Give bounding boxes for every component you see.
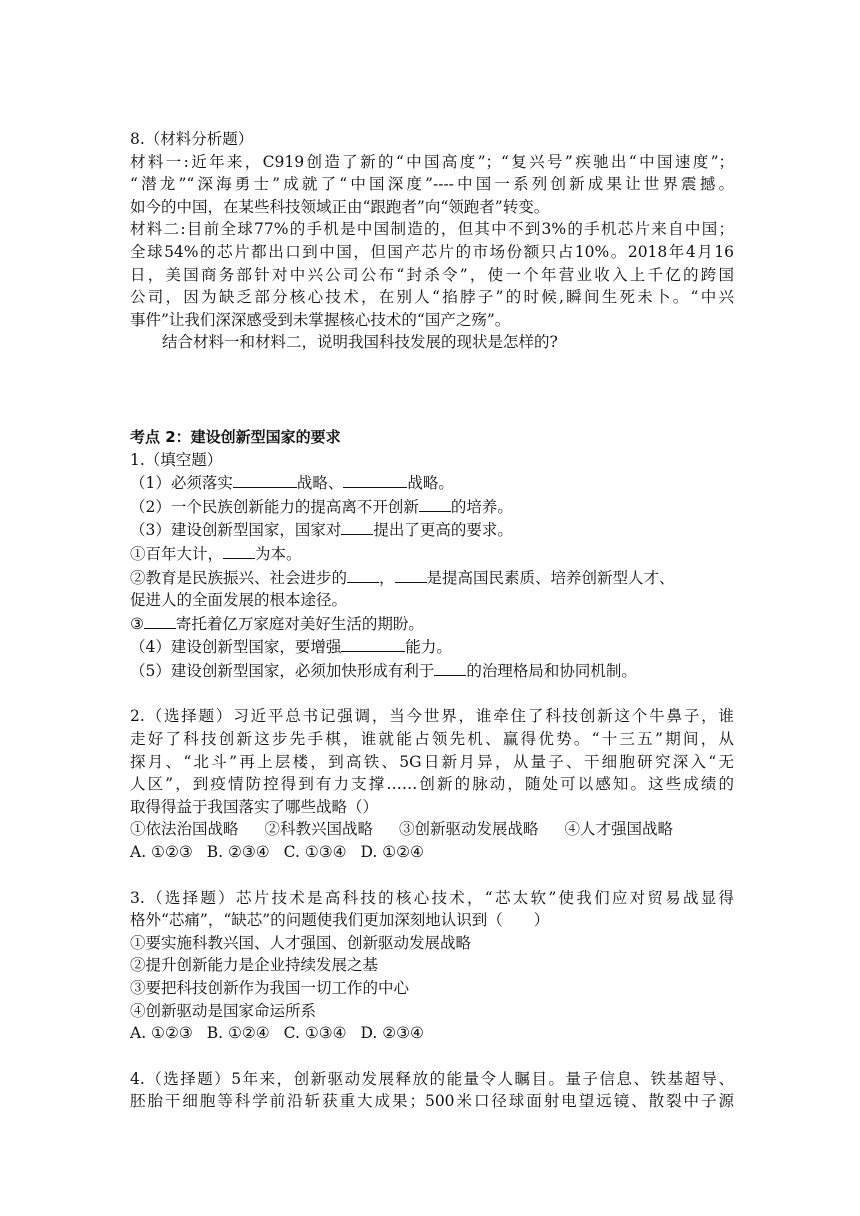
fill-line: [130, 566, 734, 590]
answer-choice[interactable]: A. ①②③: [130, 843, 193, 862]
question-line: 4.（选择题）5年来，创新驱动发展释放的能量令人瞩目。量子信息、铁基超导、: [130, 1069, 734, 1088]
question-line: 探月、“北斗”再上层楼，到高铁、5G日新月异，从量子、干细胞研究深入“无: [130, 752, 734, 771]
material-line: 全球54%的芯片都出口到中国，但国产芯片的市场份额只占10%。2018年4月16: [130, 242, 734, 261]
question-line: 取得得益于我国落实了哪些战略（）: [130, 797, 379, 816]
fill-text: ②教育是民族振兴、社会进步的: [130, 568, 348, 587]
question-line: 2.（选择题）习近平总书记强调，当今世界，谁牵住了科技创新这个牛鼻子，谁: [130, 707, 734, 726]
option-item: ②提升创新能力是企业持续发展之基: [130, 956, 379, 975]
answers-line: [130, 1022, 734, 1045]
fill-text: （5）建设创新型国家，必须加快形成有利于: [130, 661, 435, 680]
fill-text: 能力。: [405, 638, 452, 657]
fill-text: 的培养。: [450, 497, 513, 516]
answer-blank[interactable]: [347, 566, 379, 583]
option-item: ④创新驱动是国家命运所系: [130, 1001, 317, 1020]
fill-text: （3）建设创新型国家，国家对: [130, 521, 342, 540]
fill-line: 促进人的全面发展的根本途径。: [130, 591, 348, 610]
answers-line: [130, 841, 734, 864]
fill-text: 寄托着亿万家庭对美好生活的期盼。: [175, 614, 424, 633]
document-page: [130, 128, 734, 1113]
fill-line: [130, 635, 734, 659]
question-2: [130, 705, 734, 863]
option-item: ②科教兴国战略: [264, 820, 374, 839]
question-line: 走好了科技创新这步先手棋，谁就能占领先机、赢得优势。“十三五”期间，从: [130, 730, 734, 749]
fill-text: ③: [130, 614, 144, 633]
fill-text: （4）建设创新型国家，要增强: [130, 638, 342, 657]
fill-line: [130, 612, 734, 636]
answer-blank[interactable]: [223, 542, 255, 559]
question-line: 格外“芯痛”，“缺芯”的问题使我们更加深刻地认识到（ ）: [130, 911, 550, 930]
material-line: 公司，因为缺乏部分核心技术，在别人“掐脖子”的时候,瞬间生死未卜。“中兴: [130, 288, 734, 307]
question-prompt: 结合材料一和材料二，说明我国科技发展的现状是怎样的?: [162, 333, 558, 352]
answer-choice[interactable]: B. ①②④: [206, 1024, 270, 1043]
answer-blank[interactable]: [341, 518, 373, 535]
fill-in-question: [130, 449, 734, 683]
fill-line: [130, 542, 734, 566]
fill-text: 是提高国民素质、培养创新型人才、: [426, 568, 675, 587]
question-title: 8.（材料分析题）: [130, 130, 254, 148]
question-8: [130, 128, 734, 354]
fill-line: [130, 471, 734, 495]
material-line: 材料二:目前全球77%的手机是中国制造的，但其中不到3%的手机芯片来自中国；: [130, 220, 734, 239]
answer-choice[interactable]: D. ①②④: [360, 843, 424, 862]
question-title: 1.（填空题）: [130, 450, 223, 469]
fill-line: [130, 518, 734, 542]
fill-text: 的治理格局和协同机制。: [466, 661, 637, 680]
material-line: 材料一:近年来，C919创造了新的“中国高度”；“复兴号”疾驰出“中国速度”；: [130, 152, 734, 171]
options-line: [130, 818, 734, 841]
fill-text: （1）必须落实: [130, 474, 233, 493]
fill-text: 为本。: [255, 544, 302, 563]
material-line: 如今的中国，在某些科技领域正由“跟跑者”向“领跑者”转变。: [130, 197, 550, 216]
question-3: [130, 887, 734, 1045]
answer-blank[interactable]: [395, 566, 427, 583]
question-line: 人区”，到疫情防控得到有力支撑……创新的脉动，随处可以感知。这些成绩的: [130, 775, 734, 794]
fill-text: 战略、: [296, 474, 344, 493]
fill-line: [130, 495, 734, 519]
fill-line: [130, 659, 734, 683]
answer-blank[interactable]: [144, 612, 176, 629]
answer-choice[interactable]: C. ①③④: [283, 1024, 347, 1043]
option-item: ①要实施科教兴国、人才强国、创新驱动发展战略: [130, 933, 472, 952]
fill-text: （2）一个民族创新能力的提高离不开创新: [130, 497, 419, 516]
answer-blank[interactable]: [233, 471, 297, 488]
material-line: 日，美国商务部针对中兴公司公布“封杀令”，使一个年营业收入上千亿的跨国: [130, 265, 734, 284]
answer-blank[interactable]: [341, 635, 405, 652]
material-line: 事件”让我们深深感受到未掌握核心技术的“国产之殇”。: [130, 310, 511, 329]
question-line: 3.（选择题）芯片技术是高科技的核心技术，“芯太软”使我们应对贸易战显得: [130, 888, 734, 907]
fill-text: 提出了更高的要求。: [373, 521, 513, 540]
option-item: ③创新驱动发展战略: [399, 820, 539, 839]
material-line: “潜龙”“深海勇士”成就了“中国深度”----中国一系列创新成果让世界震撼。: [130, 175, 734, 194]
answer-choice[interactable]: A. ①②③: [130, 1024, 193, 1043]
answer-blank[interactable]: [343, 471, 407, 488]
option-item: ③要把科技创新作为我国一切工作的中心: [130, 979, 410, 997]
answer-choice[interactable]: B. ②③④: [206, 843, 270, 862]
option-item: ①依法治国战略: [130, 820, 239, 839]
answer-choice[interactable]: D. ②③④: [360, 1024, 424, 1043]
answer-blank[interactable]: [434, 659, 466, 676]
fill-text: ①百年大计，: [130, 544, 224, 563]
answer-blank[interactable]: [419, 495, 451, 512]
section-heading: 考点 2：建设创新型国家的要求: [130, 427, 341, 446]
question-line: 胚胎干细胞等科学前沿斩获重大成果；500米口径球面射电望远镜、散裂中子源: [130, 1092, 734, 1111]
question-4: [130, 1068, 734, 1113]
option-item: ④人才强国战略: [564, 820, 674, 839]
fill-text: ，: [379, 568, 395, 587]
answer-choice[interactable]: C. ①③④: [283, 843, 347, 862]
fill-text: 战略。: [407, 474, 454, 493]
